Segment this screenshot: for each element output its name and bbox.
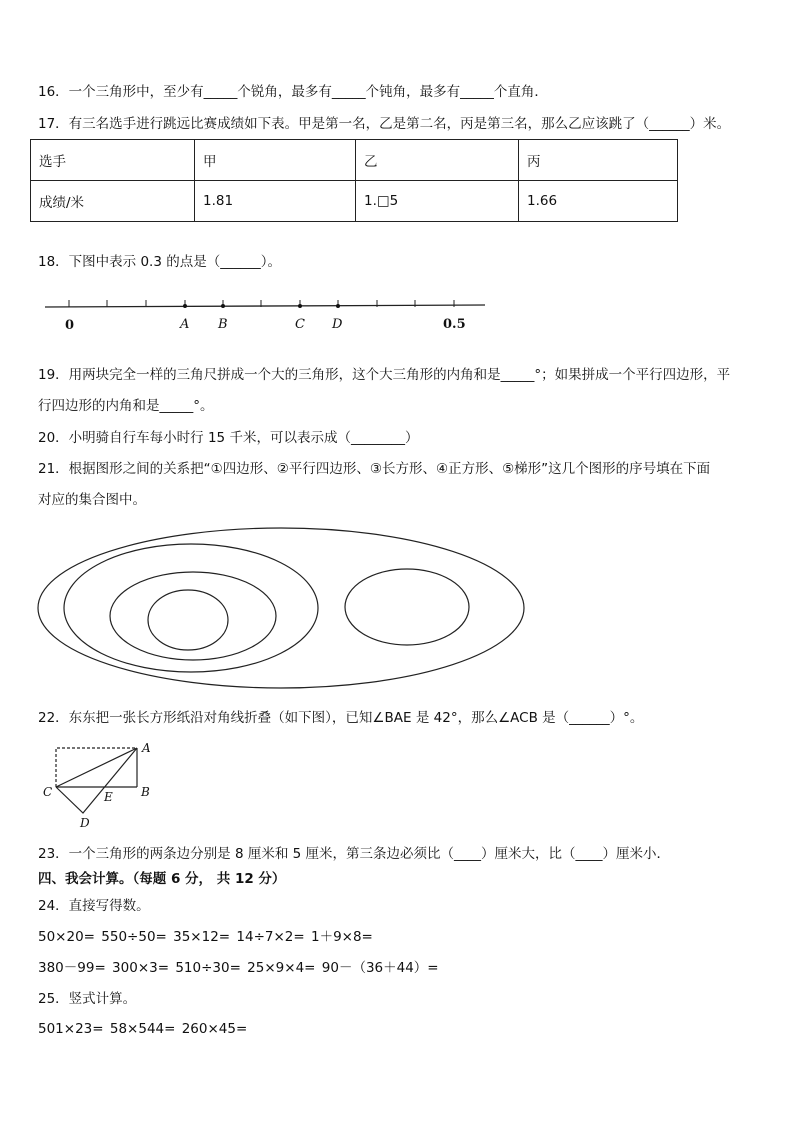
label-a: A [142,741,151,755]
question-16: 16．一个三角形中，至少有_____个锐角，最多有_____个钝角，最多有_____个直角． [38,84,548,100]
table-cell: 乙 [356,140,519,181]
diagonal [56,748,137,787]
label-b: B [141,785,150,799]
table-cell: 成绩/米 [31,181,195,222]
question-19-line1: 19．用两块完全一样的三角尺拼成一个大的三角形，这个大三角形的内角和是_____°；如果拼成一个平行四边形，平 [38,367,731,383]
label-half: 0.5 [443,317,466,332]
number-line-axis [45,305,485,307]
table-cell: 选手 [31,140,195,181]
question-24: 24．直接写得数。 [38,898,150,914]
question-24-row1: 50×20= 550÷50= 35×12= 14÷7×2= 1＋9×8= [38,929,373,945]
question-23: 23．一个三角形的两条边分别是 8 厘米和 5 厘米，第三条边必须比（____）厘米大，比（____）厘米小． [38,846,671,862]
label-e: E [104,790,113,804]
question-25-row: 501×23= 58×544= 260×45= [38,1021,248,1037]
point-c-dot [298,304,302,308]
label-a: A [180,317,190,332]
set-diagram [36,525,536,695]
second-set-ellipse [64,544,318,672]
table-cell: 1.81 [195,181,356,222]
score-table [30,139,678,222]
point-d-dot [336,304,340,308]
question-22: 22．东东把一张长方形纸沿对角线折叠（如下图），已知∠BAE 是 42°，那么∠ACB 是（______）°。 [38,710,644,726]
inner-set-ellipse [148,590,228,650]
table-cell: 甲 [195,140,356,181]
question-21-line2: 对应的集合图中。 [38,492,146,508]
point-b-dot [221,304,225,308]
label-d: D [80,816,90,830]
question-19-line2: 行四边形的内角和是_____°。 [38,398,214,414]
label-c: C [295,317,305,332]
table-row [31,140,678,181]
label-b: B [218,317,228,332]
number-line [40,295,500,340]
question-24-row2: 380－99= 300×3= 510÷30= 25×9×4= 90－（36＋44）= [38,960,439,976]
section-four-heading: 四、我会计算。（每题 6 分， 共 12 分） [38,871,286,887]
separate-set-ellipse [345,569,469,645]
fold-figure [40,740,160,830]
label-d: D [332,317,343,332]
table-cell: 丙 [519,140,678,181]
question-18: 18．下图中表示 0.3 的点是（______）。 [38,254,281,270]
question-21-line1: 21．根据图形之间的关系把“①四边形、②平行四边形、③长方形、④正方形、⑤梯形”这几个图形的序号填在下面 [38,461,711,477]
question-20: 20．小明骑自行车每小时行 15 千米，可以表示成（________） [38,430,419,446]
point-a-dot [183,304,187,308]
table-cell: 1.□5 [356,181,519,222]
table-row [31,181,678,222]
third-set-ellipse [110,572,276,660]
question-17: 17．有三名选手进行跳远比赛成绩如下表。甲是第一名，乙是第二名，丙是第三名，那么乙应该跳了（______）米。 [38,116,731,132]
question-25: 25．竖式计算。 [38,991,137,1007]
label-c: C [43,785,53,799]
label-zero: 0 [65,318,75,333]
table-cell: 1.66 [519,181,678,222]
